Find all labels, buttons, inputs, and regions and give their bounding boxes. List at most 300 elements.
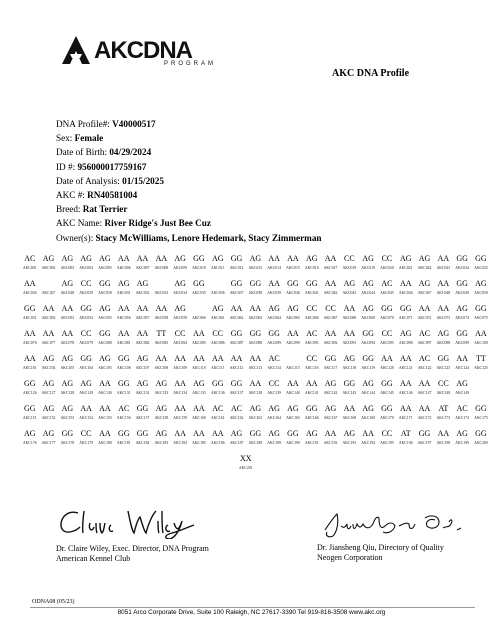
marker-code: AKC020 <box>380 266 394 270</box>
marker-genotype: AA <box>155 304 168 313</box>
marker-genotype: CC <box>381 254 393 263</box>
marker-cell <box>227 304 247 321</box>
marker-code: AKC037 <box>229 291 244 295</box>
info-value: 04/29/2024 <box>109 147 152 158</box>
marker-code: AKC184 <box>173 441 187 445</box>
marker-cell <box>246 329 266 346</box>
form-code: ODNA08 (05/23) <box>32 599 75 605</box>
marker-cell <box>283 254 303 271</box>
marker-cell <box>76 354 96 371</box>
marker-genotype: CC <box>268 379 280 388</box>
marker-genotype: AA <box>343 304 356 313</box>
marker-cell <box>189 379 209 396</box>
marker-cell <box>377 329 397 346</box>
marker-row <box>20 329 490 354</box>
marker-code: AKC104 <box>79 366 93 370</box>
marker-cell <box>114 379 134 396</box>
marker-genotype: AG <box>99 304 111 313</box>
marker-cell <box>377 354 397 371</box>
marker-code: AKC183 <box>154 441 169 445</box>
info-row-id <box>56 160 322 174</box>
marker-code: AKC092 <box>323 341 338 345</box>
marker-cell <box>415 254 435 271</box>
marker-genotype: GG <box>193 254 205 263</box>
marker-cell <box>434 254 454 271</box>
marker-code: AKC173 <box>436 416 451 420</box>
marker-genotype: AA <box>193 354 205 363</box>
info-label: DNA Profile#: <box>56 119 110 129</box>
marker-code: AKC071 <box>398 316 413 320</box>
marker-genotype: AA <box>174 404 186 413</box>
marker-code: AKC185 <box>192 441 206 445</box>
marker-genotype: GG <box>437 354 450 363</box>
marker-code: AKC120 <box>380 366 394 370</box>
marker-code: AKC138 <box>248 391 263 395</box>
marker-cell <box>227 354 247 371</box>
marker-cell <box>208 304 228 321</box>
marker-code: AKC140 <box>286 391 300 395</box>
info-label: Breed: <box>56 204 81 215</box>
marker-genotype: GG <box>249 279 262 288</box>
marker-cell <box>452 379 472 396</box>
marker-genotype: AA <box>193 404 205 413</box>
marker-genotype: AA <box>136 304 149 313</box>
marker-cell <box>415 329 435 346</box>
marker-cell <box>321 354 341 371</box>
marker-cell <box>302 354 322 371</box>
marker-code: AKC117 <box>323 366 338 370</box>
marker-cell <box>133 354 153 371</box>
marker-genotype: AG <box>155 404 168 413</box>
marker-code: AKC101 <box>22 366 37 370</box>
marker-genotype: AG <box>61 279 74 288</box>
marker-cell <box>39 354 59 371</box>
marker-genotype: AG <box>136 354 149 363</box>
marker-cell <box>340 254 360 271</box>
marker-cell <box>152 354 172 371</box>
marker-cell <box>114 354 134 371</box>
marker-code: AKC194 <box>361 441 375 445</box>
marker-grid <box>20 254 490 479</box>
marker-genotype: AG <box>42 379 55 388</box>
marker-cell <box>39 429 59 446</box>
marker-cell <box>114 254 134 271</box>
marker-code: AKC030 <box>98 291 112 295</box>
marker-genotype: AA <box>475 329 487 338</box>
marker-genotype: XX <box>239 454 252 463</box>
marker-code: AKC077 <box>41 341 56 345</box>
marker-cell <box>396 379 416 396</box>
marker-genotype: AG <box>324 404 337 413</box>
marker-genotype: AA <box>343 329 356 338</box>
marker-genotype: AG <box>362 379 374 388</box>
marker-code: AKC149 <box>455 391 469 395</box>
marker-genotype: CC <box>212 329 224 338</box>
marker-code: AKC197 <box>417 441 432 445</box>
marker-genotype: AA <box>399 354 412 363</box>
marker-cell <box>208 379 228 396</box>
marker-genotype: AG <box>61 354 74 363</box>
marker-genotype: GG <box>211 379 224 388</box>
marker-code: AKC158 <box>154 416 169 420</box>
marker-cell <box>133 279 153 296</box>
marker-genotype: CC <box>344 254 355 263</box>
marker-genotype: GG <box>230 329 243 338</box>
marker-genotype: CC <box>438 379 449 388</box>
marker-code: AKC188 <box>248 441 263 445</box>
marker-cell <box>302 379 322 396</box>
marker-genotype: AA <box>61 329 74 338</box>
marker-code: AKC145 <box>380 391 394 395</box>
marker-cell <box>340 304 360 321</box>
marker-code: AKC168 <box>342 416 357 420</box>
marker-code: AKC108 <box>154 366 169 370</box>
marker-genotype: GG <box>136 429 149 438</box>
marker-genotype <box>189 304 209 313</box>
marker-genotype: GG <box>136 404 149 413</box>
marker-cell <box>283 304 303 321</box>
marker-genotype: TT <box>156 329 167 338</box>
marker-code: AKC064 <box>267 316 281 320</box>
info-label: AKC Name: <box>56 218 103 229</box>
marker-cell <box>39 329 59 346</box>
marker-cell <box>114 304 134 321</box>
marker-cell <box>452 329 472 346</box>
marker-code: AKC066 <box>304 316 319 320</box>
marker-cell <box>396 279 416 296</box>
marker-genotype: CC <box>381 329 393 338</box>
marker-genotype: AA <box>61 304 74 313</box>
marker-code: AKC017 <box>323 266 338 270</box>
marker-cell <box>208 354 228 371</box>
marker-genotype: AT <box>438 404 449 413</box>
marker-code: AKC199 <box>455 441 469 445</box>
signature-org: American Kennel Club <box>56 554 131 563</box>
marker-code: AKC070 <box>380 316 394 320</box>
marker-genotype: GG <box>249 329 262 338</box>
marker-code: AKC198 <box>436 441 451 445</box>
marker-genotype: AG <box>211 304 224 313</box>
marker-genotype: AG <box>362 304 374 313</box>
marker-code: AKC159 <box>173 416 187 420</box>
marker-genotype: GG <box>475 404 487 413</box>
marker-genotype: AG <box>456 429 468 438</box>
marker-cell <box>152 379 172 396</box>
info-label: ID #: <box>56 161 76 172</box>
marker-genotype: AG <box>117 279 130 288</box>
marker-code: AKC022 <box>417 266 432 270</box>
marker-genotype: GG <box>268 329 280 338</box>
marker-genotype: AG <box>99 254 111 263</box>
marker-genotype: GG <box>230 279 243 288</box>
marker-code: AKC039 <box>267 291 281 295</box>
marker-cell <box>283 404 303 421</box>
marker-cell <box>20 329 40 346</box>
marker-cell <box>95 429 115 446</box>
info-value: Female <box>74 133 104 144</box>
marker-genotype: AA <box>155 254 168 263</box>
marker-code: AKC093 <box>342 341 357 345</box>
marker-code: AKC192 <box>323 441 338 445</box>
marker-genotype: AG <box>80 379 92 388</box>
marker-cell <box>170 254 190 271</box>
marker-genotype: AA <box>418 304 431 313</box>
marker-genotype: CC <box>80 429 92 438</box>
marker-genotype <box>208 279 228 288</box>
marker-cell <box>189 429 209 446</box>
marker-cell <box>152 304 172 321</box>
marker-cell <box>321 329 341 346</box>
marker-genotype: AG <box>174 304 186 313</box>
marker-code: AKC179 <box>79 441 93 445</box>
marker-code: AKC011 <box>210 266 225 270</box>
marker-code: AKC147 <box>417 391 432 395</box>
marker-genotype: GG <box>343 379 356 388</box>
marker-cell <box>396 429 416 446</box>
marker-cell <box>377 254 397 271</box>
marker-genotype: AA <box>268 279 280 288</box>
marker-cell <box>208 279 228 296</box>
marker-genotype: AA <box>117 329 130 338</box>
marker-genotype: AC <box>381 279 393 288</box>
marker-cell <box>170 279 190 296</box>
marker-cell <box>95 254 115 271</box>
marker-genotype <box>283 354 303 363</box>
marker-code: AKC008 <box>154 266 169 270</box>
marker-cell <box>246 279 266 296</box>
marker-genotype: AA <box>99 429 111 438</box>
marker-cell <box>377 429 397 446</box>
marker-genotype: GG <box>381 379 393 388</box>
marker-genotype <box>39 279 59 288</box>
marker-cell <box>358 329 378 346</box>
marker-cell <box>170 304 190 321</box>
marker-code: AKC123 <box>436 366 451 370</box>
marker-cell <box>189 329 209 346</box>
marker-code: AKC137 <box>229 391 244 395</box>
marker-genotype: CC <box>381 429 393 438</box>
marker-code: AKC062 <box>229 316 244 320</box>
marker-genotype: GG <box>456 254 468 263</box>
marker-code: AKC181 <box>116 441 131 445</box>
marker-genotype: AA <box>324 279 337 288</box>
marker-cell <box>246 354 266 371</box>
marker-cell <box>39 379 59 396</box>
marker-genotype: AG <box>61 254 74 263</box>
marker-cell <box>227 329 247 346</box>
marker-code: AKC141 <box>304 391 319 395</box>
marker-code: AKC098 <box>436 341 451 345</box>
marker-genotype: GG <box>80 354 92 363</box>
marker-genotype: AC <box>212 404 224 413</box>
marker-code: AKC051 <box>22 316 37 320</box>
marker-genotype: AG <box>23 429 36 438</box>
marker-cell <box>321 429 341 446</box>
marker-genotype: AA <box>418 379 431 388</box>
marker-code: AKC087 <box>229 341 244 345</box>
marker-cell <box>20 304 40 321</box>
marker-genotype: AA <box>437 429 450 438</box>
marker-code: AKC175 <box>474 416 488 420</box>
marker-code: AKC171 <box>398 416 413 420</box>
marker-code: AKC164 <box>267 416 281 420</box>
info-label: Date of Birth: <box>56 147 108 158</box>
marker-genotype: AG <box>343 429 356 438</box>
marker-cell <box>133 304 153 321</box>
marker-code: AKC095 <box>380 341 394 345</box>
marker-cell <box>415 304 435 321</box>
marker-code: AKC033 <box>154 291 169 295</box>
marker-cell <box>321 304 341 321</box>
marker-cell <box>20 429 40 446</box>
marker-genotype: AG <box>399 254 412 263</box>
marker-genotype: GG <box>249 429 262 438</box>
marker-code: AKC050 <box>474 291 488 295</box>
marker-genotype: AG <box>174 279 186 288</box>
logo-text: AKCDNA <box>94 37 192 64</box>
marker-code: AKC007 <box>135 266 150 270</box>
info-label: AKC #: <box>56 190 85 201</box>
marker-cell <box>208 429 228 446</box>
marker-genotype: CC <box>80 279 92 288</box>
marker-genotype: AA <box>268 254 280 263</box>
marker-code: AKC178 <box>60 441 75 445</box>
marker-code: AKC187 <box>229 441 244 445</box>
marker-cell <box>283 329 303 346</box>
marker-genotype: AA <box>42 329 55 338</box>
marker-code: AKC016 <box>304 266 319 270</box>
marker-cell <box>133 379 153 396</box>
marker-code: AKC200 <box>474 441 488 445</box>
marker-genotype: GG <box>475 254 487 263</box>
marker-cell <box>114 329 134 346</box>
marker-cell <box>434 379 454 396</box>
marker-genotype: AA <box>174 354 186 363</box>
marker-row <box>20 379 490 404</box>
marker-cell <box>95 354 115 371</box>
marker-cell <box>471 354 491 371</box>
marker-cell <box>189 254 209 271</box>
marker-code: AKC162 <box>229 416 244 420</box>
marker-code: AKC143 <box>342 391 357 395</box>
marker-code: AKC115 <box>286 366 300 370</box>
marker-cell <box>415 279 435 296</box>
marker-genotype: AA <box>287 379 299 388</box>
marker-cell <box>415 404 435 421</box>
marker-genotype: AG <box>230 429 243 438</box>
marker-genotype: GG <box>456 279 468 288</box>
marker-cell <box>39 279 59 296</box>
marker-code: AKC085 <box>192 341 206 345</box>
marker-code: AKC201 <box>238 466 253 470</box>
marker-cell <box>264 254 284 271</box>
marker-code: AKC142 <box>323 391 338 395</box>
marker-code: AKC165 <box>286 416 300 420</box>
marker-genotype: AG <box>42 354 55 363</box>
marker-genotype: AA <box>437 279 450 288</box>
marker-genotype: AC <box>456 404 468 413</box>
marker-row <box>20 254 490 279</box>
marker-code: AKC090 <box>286 341 300 345</box>
marker-code: AKC170 <box>380 416 394 420</box>
marker-genotype: AG <box>475 279 487 288</box>
marker-genotype: AG <box>418 279 431 288</box>
marker-code: AKC047 <box>417 291 432 295</box>
marker-code: AKC105 <box>98 366 112 370</box>
marker-code: AKC177 <box>41 441 56 445</box>
marker-cell <box>377 379 397 396</box>
marker-code: AKC153 <box>60 416 75 420</box>
marker-cell <box>170 354 190 371</box>
marker-cell <box>434 429 454 446</box>
marker-cell <box>264 304 284 321</box>
marker-cell <box>20 404 40 421</box>
marker-code: AKC084 <box>173 341 187 345</box>
marker-cell <box>227 404 247 421</box>
marker-code: AKC081 <box>116 341 131 345</box>
marker-genotype: CC <box>80 329 92 338</box>
marker-cell <box>189 404 209 421</box>
marker-code: AKC089 <box>267 341 281 345</box>
marker-code: AKC042 <box>323 291 338 295</box>
marker-code: AKC151 <box>22 416 37 420</box>
signature-block-neogen <box>317 508 467 563</box>
marker-genotype: AG <box>324 379 337 388</box>
marker-code: AKC130 <box>98 391 112 395</box>
marker-genotype: AA <box>418 404 431 413</box>
marker-code: AKC172 <box>417 416 432 420</box>
marker-genotype: AA <box>174 379 186 388</box>
marker-genotype: GG <box>61 429 74 438</box>
marker-code: AKC099 <box>455 341 469 345</box>
marker-cell <box>264 354 284 371</box>
marker-genotype: AG <box>399 329 412 338</box>
marker-genotype: AA <box>23 329 36 338</box>
marker-cell <box>434 279 454 296</box>
marker-genotype: AA <box>174 429 186 438</box>
marker-genotype: GG <box>381 304 393 313</box>
marker-cell <box>76 379 96 396</box>
marker-code: AKC113 <box>248 366 263 370</box>
marker-cell <box>471 304 491 321</box>
marker-code: AKC044 <box>361 291 375 295</box>
marker-code: AKC107 <box>135 366 150 370</box>
marker-row <box>20 354 490 379</box>
marker-cell <box>76 304 96 321</box>
marker-code: AKC072 <box>417 316 432 320</box>
marker-genotype: GG <box>99 279 111 288</box>
marker-cell <box>321 254 341 271</box>
marker-cell <box>152 254 172 271</box>
info-value: Rat Terrier <box>82 204 128 215</box>
marker-genotype: AA <box>249 379 262 388</box>
marker-code: AKC127 <box>41 391 56 395</box>
marker-genotype: GG <box>117 354 130 363</box>
marker-code: AKC010 <box>192 266 206 270</box>
marker-cell <box>58 304 78 321</box>
marker-code: AKC058 <box>154 316 169 320</box>
marker-cell <box>76 404 96 421</box>
marker-cell <box>39 254 59 271</box>
marker-genotype: AC <box>418 329 431 338</box>
marker-code: AKC069 <box>361 316 375 320</box>
marker-genotype: GG <box>305 279 318 288</box>
marker-genotype: GG <box>287 429 299 438</box>
marker-cell <box>152 329 172 346</box>
marker-genotype: GG <box>362 329 374 338</box>
marker-cell <box>377 304 397 321</box>
marker-genotype: AG <box>305 254 318 263</box>
